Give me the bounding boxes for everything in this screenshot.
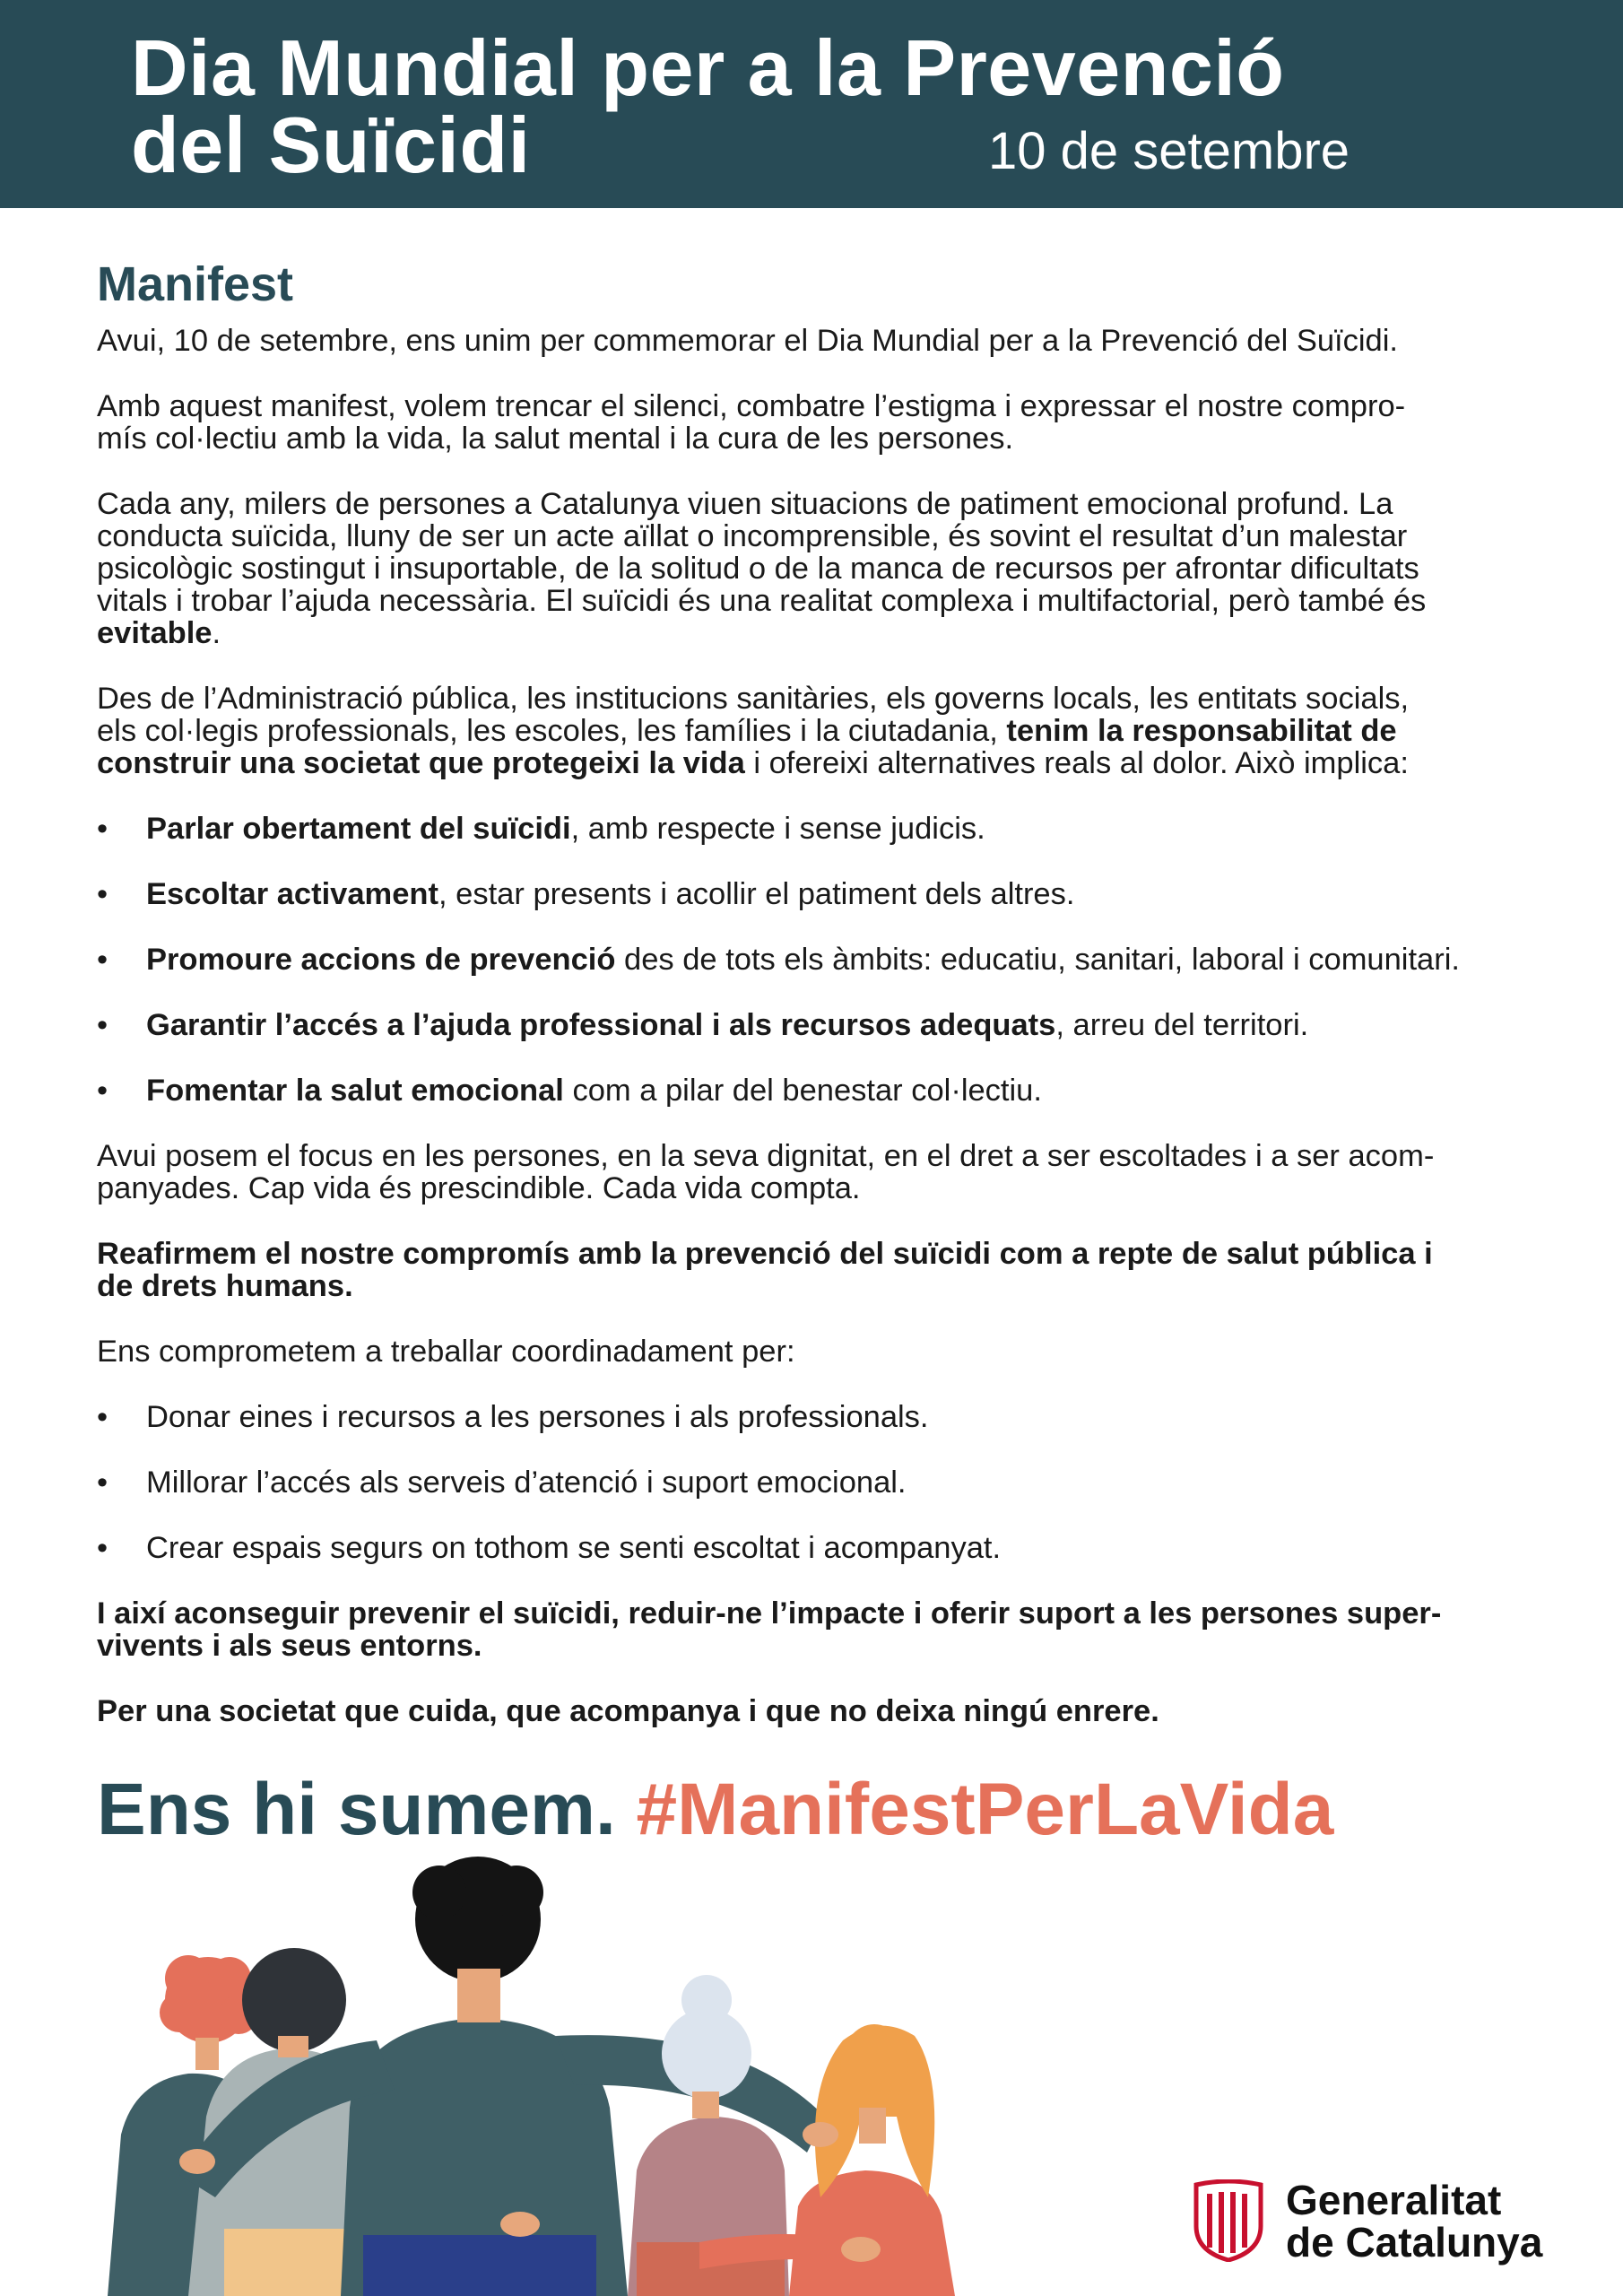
list-item [97, 1466, 1533, 1499]
text-line: i ofereixi alternatives reals al dolor. Això implica: [744, 746, 1409, 780]
list-item [97, 813, 1533, 845]
text-line: Amb aquest manifest, volem trencar el silenci, combatre l’estigma i expressar el nostre compro- [97, 389, 1406, 423]
text-line: Des de l’Administració pública, les institucions sanitàries, els governs locals, les entitats socials, [97, 682, 1410, 716]
text-punctuation: . [212, 616, 221, 650]
emphasis-evitable: evitable [97, 616, 213, 650]
list-item-text: , arreu del territori. [1055, 1008, 1309, 1042]
paragraph-intro-text: Avui, 10 de setembre, ens unim per commemorar el Dia Mundial per a la Prevenció del Suïcidi. [97, 324, 1398, 358]
hand-shape [803, 2122, 838, 2147]
list-item-text: Donar eines i recursos a les persones i als professionals. [146, 1400, 929, 1434]
header-banner [0, 0, 1623, 208]
list-item-bold: Fomentar la salut emocional [146, 1074, 564, 1108]
paragraph-reaffirm [97, 1238, 1533, 1302]
hashtag: #ManifestPerLaVida [636, 1769, 1334, 1850]
list-item [97, 944, 1533, 976]
text-line: mís col·lectiu amb la vida, la salut mental i la cura de les persones. [97, 422, 1014, 456]
text-line: Cada any, milers de persones a Catalunya viuen situacions de patiment emocional profund. La [97, 487, 1393, 521]
list-item [97, 1401, 1533, 1433]
bullet-icon: • [97, 1074, 108, 1108]
paragraph-closing [97, 1695, 1533, 1727]
list-item [97, 878, 1533, 910]
text-line: Avui posem el focus en les persones, en la seva dignitat, en el dret a ser escoltades i a ser acom- [97, 1139, 1435, 1173]
paragraph-context [97, 488, 1533, 649]
manifest-heading: Manifest [97, 257, 294, 311]
text-line: Ens comprometem a treballar coordinadament per: [97, 1335, 795, 1369]
list-item-bold: Promoure accions de prevenció [146, 943, 616, 977]
paragraph-commit [97, 1335, 1533, 1368]
hand-shape [179, 2149, 215, 2174]
emphasis-text: construir una societat que protegeixi la vida [97, 746, 745, 780]
commitments-list [97, 813, 1533, 1107]
emphasis-text: vivents i als seus entorns. [97, 1629, 482, 1663]
list-item-text: Crear espais segurs on tothom se senti escoltat i acompanyat. [146, 1531, 1002, 1565]
text-line: vitals i trobar l’ajuda necessària. El suïcidi és una realitat complexa i multifactorial, però també és [97, 584, 1427, 618]
list-item-bold: Escoltar activament [146, 877, 438, 911]
paragraph-purpose [97, 390, 1533, 455]
slogan [97, 1765, 1333, 1855]
text-line: conducta suïcida, lluny de ser un acte aïllat o incomprensible, és sovint el resultat d’un malestar [97, 519, 1408, 553]
list-item-text: Millorar l’accés als serveis d’atenció i suport emocional. [146, 1465, 907, 1500]
list-item-text: com a pilar del benestar col·lectiu. [563, 1074, 1042, 1108]
generalitat-logo [1193, 2176, 1587, 2269]
paragraph-intro [97, 325, 1533, 357]
list-item-text: des de tots els àmbits: educatiu, sanitari, laboral i comunitari. [615, 943, 1460, 977]
catalan-shield-icon [1193, 2179, 1264, 2262]
logo-text [1286, 2179, 1542, 2264]
paragraph-goal [97, 1597, 1533, 1662]
bullet-icon: • [97, 1465, 108, 1500]
people-embracing-illustration [54, 1821, 1013, 2296]
bullet-icon: • [97, 877, 108, 911]
bullet-icon: • [97, 1008, 108, 1042]
paragraph-responsibility [97, 683, 1533, 779]
list-item-text: , estar presents i acollir el patiment dels altres. [438, 877, 1075, 911]
list-item [97, 1532, 1533, 1564]
text-line: panyades. Cap vida és prescindible. Cada vida compta. [97, 1171, 861, 1205]
manifest-body [97, 248, 1533, 1761]
emphasis-text: Reafirmem el nostre compromís amb la prevenció del suïcidi com a repte de salut pública i [97, 1237, 1433, 1271]
emphasis-text: tenim la responsabilitat de [1006, 714, 1397, 748]
emphasis-text: de drets humans. [97, 1269, 353, 1303]
bullet-icon: • [97, 1400, 108, 1434]
bullet-icon: • [97, 943, 108, 977]
emphasis-text: Per una societat que cuida, que acompanya i que no deixa ningú enrere. [97, 1694, 1159, 1728]
slogan-text: Ens hi sumem. [97, 1769, 616, 1850]
list-item-text: , amb respecte i sense judicis. [570, 812, 985, 846]
text-line: psicològic sostingut i insuportable, de la solitud o de la manca de recursos per afrontar dificultats [97, 552, 1419, 586]
list-item [97, 1074, 1533, 1107]
hand-shape [500, 2212, 540, 2237]
event-date: 10 de setembre [988, 122, 1350, 180]
logo-line1: Generalitat [1286, 2177, 1502, 2223]
logo-line2: de Catalunya [1286, 2219, 1543, 2266]
emphasis-text: I així aconseguir prevenir el suïcidi, reduir-ne l’impacte i oferir suport a les persones super- [97, 1596, 1442, 1631]
actions-list [97, 1401, 1533, 1564]
bullet-icon: • [97, 812, 108, 846]
text-line: els col·legis professionals, les escoles, les famílies i la ciutadania, [97, 714, 1007, 748]
list-item-bold: Parlar obertament del suïcidi [146, 812, 571, 846]
list-item-bold: Garantir l’accés a l’ajuda professional i als recursos adequats [146, 1008, 1056, 1042]
page-title-line1: Dia Mundial per a la Prevenció [131, 23, 1285, 112]
list-item [97, 1009, 1533, 1041]
page-title-line2: del Suïcidi [131, 100, 531, 189]
paragraph-focus [97, 1140, 1533, 1205]
bullet-icon: • [97, 1531, 108, 1565]
